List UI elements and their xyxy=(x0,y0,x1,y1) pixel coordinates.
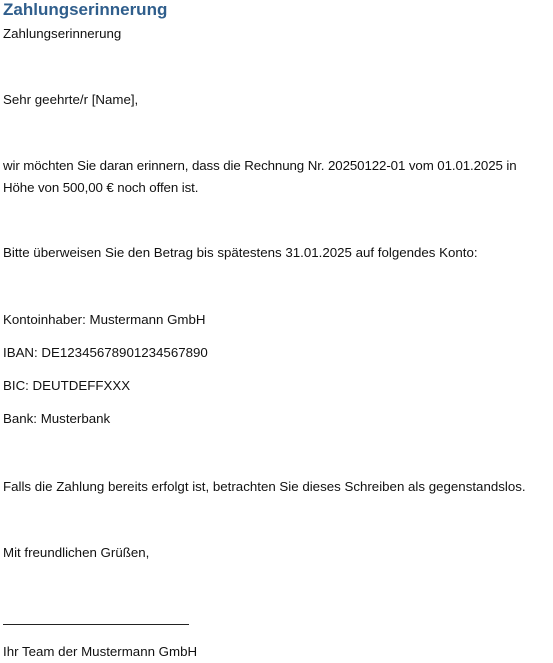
account-iban: IBAN: DE12345678901234567890 xyxy=(3,345,208,360)
document-title: Zahlungserinnerung xyxy=(3,0,168,19)
intro-paragraph: wir möchten Sie daran erinnern, dass die Rechnung Nr. 20250122-01 vom 01.01.2025 in Höhe von 500,00 € noch offen ist. xyxy=(3,158,517,195)
payment-request: Bitte überweisen Sie den Betrag bis spätestens 31.01.2025 auf folgendes Konto: xyxy=(3,245,478,260)
signature-name: Ihr Team der Mustermann GmbH xyxy=(3,644,198,659)
account-holder: Kontoinhaber: Mustermann GmbH xyxy=(3,312,206,327)
closing-greeting: Mit freundlichen Grüßen, xyxy=(3,545,150,560)
settled-note: Falls die Zahlung bereits erfolgt ist, betrachten Sie dieses Schreiben als gegenstandslos. xyxy=(3,479,526,494)
account-bank: Bank: Musterbank xyxy=(3,411,111,426)
account-bic: BIC: DEUTDEFFXXX xyxy=(3,378,131,393)
subject-line: Zahlungserinnerung xyxy=(3,26,122,41)
salutation: Sehr geehrte/r [Name], xyxy=(3,92,139,107)
signature-line xyxy=(3,624,189,625)
